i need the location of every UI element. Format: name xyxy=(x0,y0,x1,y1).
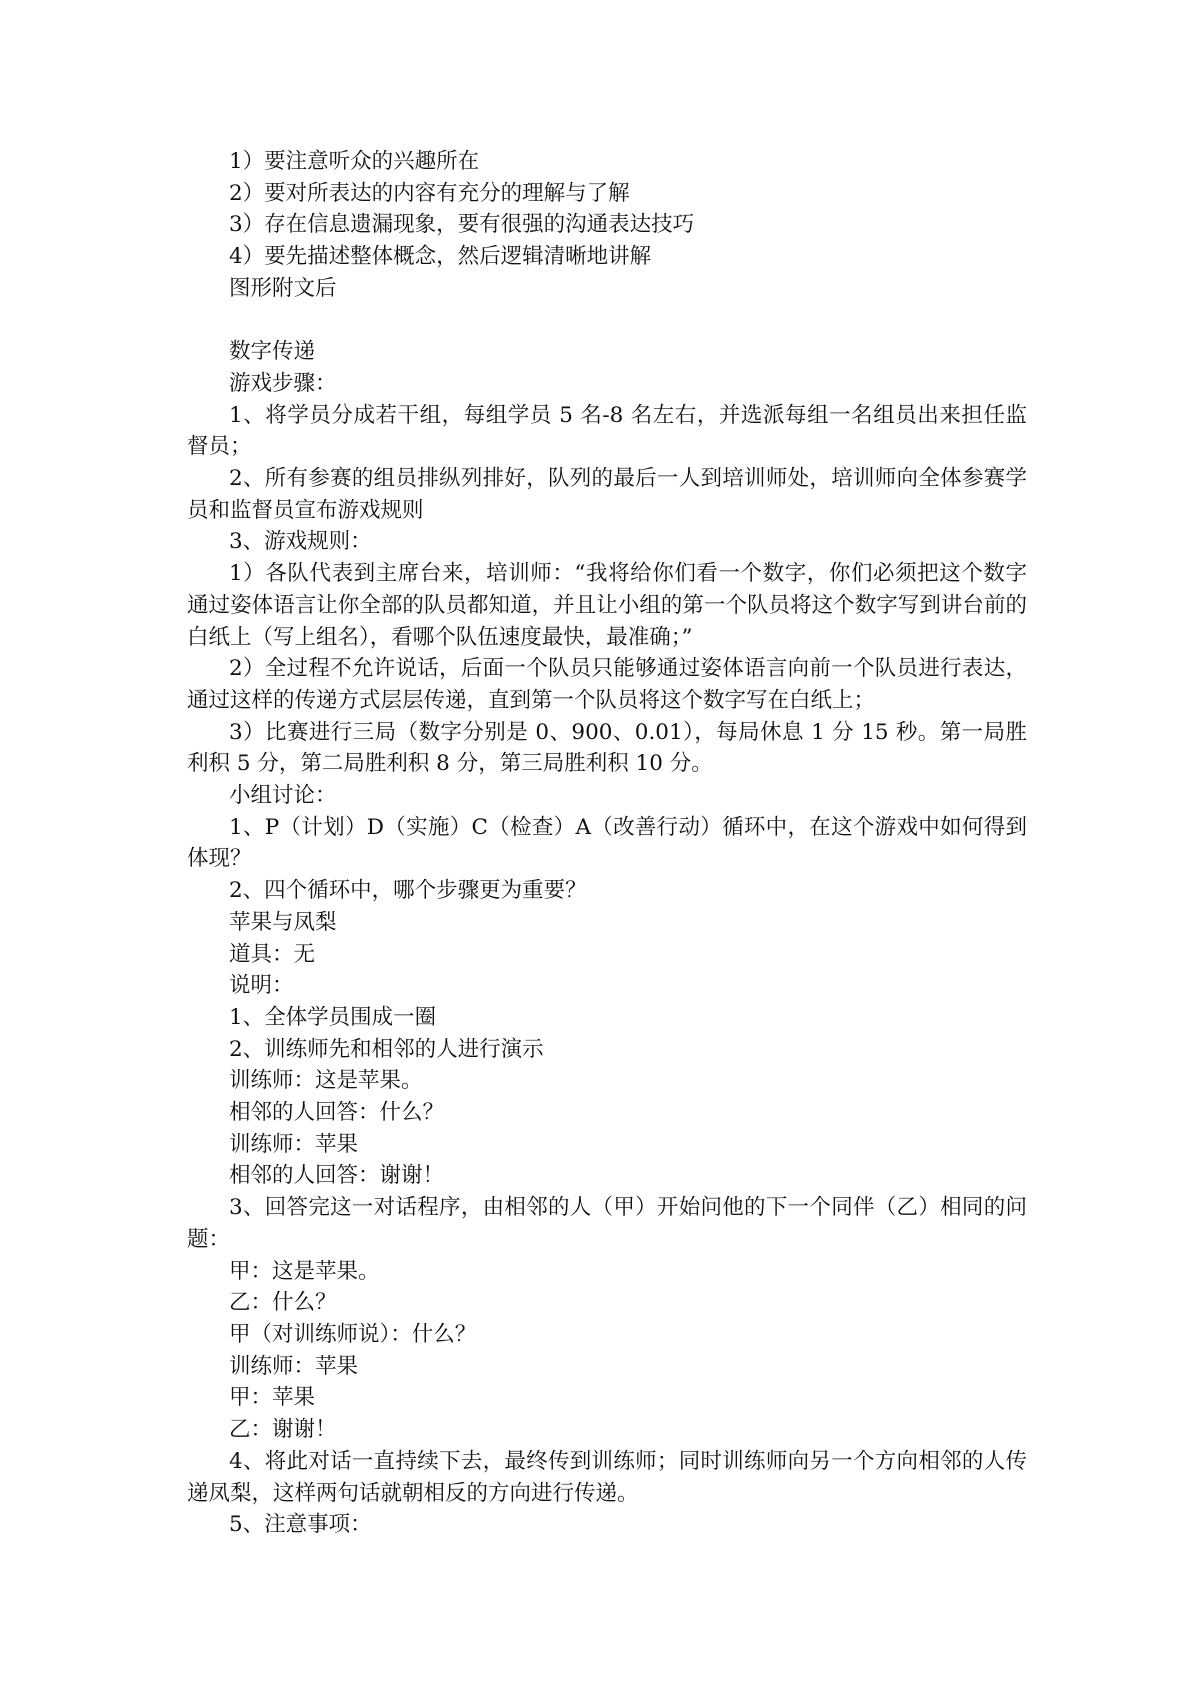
paragraph: 3、回答完这一对话程序，由相邻的人（甲）开始问他的下一个同伴（乙）相同的问题： xyxy=(187,1195,1027,1252)
paragraph: 4、将此对话一直持续下去，最终传到训练师；同时训练师向另一个方向相邻的人传递凤梨，这样两句话就朝相反的方向进行传递。 xyxy=(187,1448,1027,1506)
paragraph: 2、训练师先和相邻的人进行演示 xyxy=(229,1036,544,1062)
paragraph: 1）要注意听众的兴趣所在 xyxy=(229,149,480,174)
paragraph: 甲：这是苹果。 xyxy=(229,1258,380,1284)
paragraph: 图形附文后 xyxy=(229,275,337,301)
section-title: 数字传递 xyxy=(229,339,316,365)
paragraph: 乙：什么？ xyxy=(229,1290,337,1316)
paragraph: 1）各队代表到主席台来，培训师：“我将给你们看一个数字，你们必须把这个数字通过姿体语言让你全部的队员都知道，并且让小组的第一个队员将这个数字写到讲台前的白纸上（写上组名），看哪个队伍速度最快，最准确；” xyxy=(187,561,1027,650)
paragraph: 3）存在信息遗漏现象，要有很强的沟通表达技巧 xyxy=(229,212,695,238)
paragraph: 道具：无 xyxy=(229,941,316,967)
paragraph: 小组讨论： xyxy=(229,783,337,809)
paragraph: 游戏步骤： xyxy=(229,370,337,396)
paragraph: 训练师：苹果 xyxy=(229,1353,359,1379)
paragraph: 2）全过程不允许说话，后面一个队员只能够通过姿体语言向前一个队员进行表达，通过这样的传递方式层层传递，直到第一个队员将这个数字写在白纸上； xyxy=(187,656,1027,713)
paragraph: 5、注意事项： xyxy=(229,1512,372,1538)
paragraph: 训练师：苹果 xyxy=(229,1131,359,1157)
paragraph: 相邻的人回答：什么？ xyxy=(229,1100,445,1126)
paragraph: 3、游戏规则： xyxy=(229,529,372,555)
paragraph: 2）要对所表达的内容有充分的理解与了解 xyxy=(229,180,630,206)
paragraph: 1、全体学员围成一圈 xyxy=(229,1004,437,1030)
paragraph: 说明： xyxy=(229,973,294,999)
paragraph: 相邻的人回答：谢谢！ xyxy=(229,1163,445,1189)
blank-line xyxy=(187,305,1027,337)
paragraph: 训练师：这是苹果。 xyxy=(229,1068,423,1094)
section-title: 苹果与凤梨 xyxy=(229,909,337,935)
paragraph: 2、四个循环中，哪个步骤更为重要？ xyxy=(229,878,587,904)
paragraph: 甲：苹果 xyxy=(229,1385,316,1411)
paragraph: 1、将学员分成若干组，每组学员 5 名-8 名左右，并选派每组一名组员出来担任监督员； xyxy=(187,402,1027,460)
paragraph: 乙：谢谢！ xyxy=(229,1417,337,1443)
paragraph: 1、P（计划）D（实施）C（检查）A（改善行动）循环中，在这个游戏中如何得到体现？ xyxy=(187,814,1027,872)
paragraph: 3）比赛进行三局（数字分别是 0、900、0.01），每局休息 1 分 15 秒。第一局胜利积 5 分，第二局胜利积 8 分，第三局胜利积 10 分。 xyxy=(187,719,1027,777)
paragraph: 2、所有参赛的组员排纵列排好，队列的最后一人到培训师处，培训师向全体参赛学员和监督员宣布游戏规则 xyxy=(187,466,1027,523)
paragraph: 4）要先描述整体概念，然后逻辑清晰地讲解 xyxy=(229,244,652,270)
document-body xyxy=(187,146,1027,1541)
paragraph: 甲（对训练师说）：什么？ xyxy=(229,1322,477,1347)
